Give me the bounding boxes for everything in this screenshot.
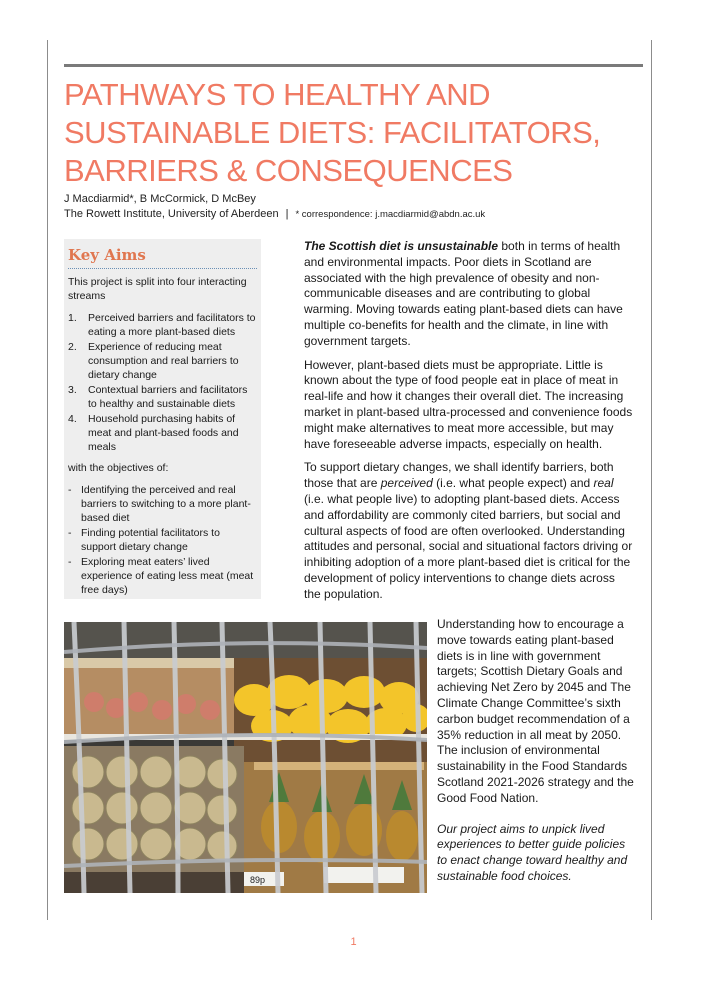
- authors: [64, 192, 256, 206]
- objective-text: Finding potential facilitators to support dietary change: [81, 527, 220, 553]
- stream-number: 1.: [68, 312, 77, 324]
- paragraph-project-aim: [437, 822, 637, 885]
- supermarket-photo: [64, 622, 427, 893]
- streams-list: [68, 311, 257, 454]
- key-aims-intro: This project is split into four interacting streams: [68, 276, 247, 302]
- objectives-intro: with the objectives of:: [68, 462, 169, 474]
- intro-emphasis: The Scottish diet is unsustainable: [304, 239, 499, 253]
- stream-item: [68, 383, 257, 411]
- objective-text: Exploring meat eaters’ lived experience of eating less meat (meat free days): [81, 556, 254, 596]
- side-body-text: [437, 617, 637, 900]
- correspondence: * correspondence: j.macdiarmid@abdn.ac.uk: [295, 209, 486, 220]
- barriers-text-b: (i.e. what people expect) and: [432, 476, 594, 491]
- paragraph-barriers: [304, 460, 634, 602]
- perceived-emphasis: perceived: [380, 476, 433, 491]
- barriers-text-a: To support dietary changes, we shall identify barriers, both those that are: [304, 460, 614, 491]
- paragraph-however: However, plant-based diets must be appropriate. Little is known about the type of food people eat in place of meat in real-life and how it changes their overall diet. The increasing market in plant-based ultra-processed and convenience foods might make alternatives to meat more accessible, but may have foreseeable adverse impacts, especially on health.: [304, 357, 633, 451]
- author-list: J Macdiarmid*, B McCormick, D McBey: [64, 193, 256, 205]
- stream-text: Contextual barriers and facilitators to healthy and sustainable diets: [88, 384, 248, 410]
- institution: The Rowett Institute, University of Aberdeen: [64, 208, 279, 220]
- affiliation-line: [64, 207, 485, 222]
- objective-item: - Exploring meat eaters’ lived experience of eating less meat (meat free days): [68, 556, 254, 596]
- stream-item: [68, 311, 257, 339]
- objective-item: - Finding potential facilitators to support dietary change: [68, 527, 220, 553]
- stream-number: 2.: [68, 341, 77, 353]
- barriers-text-c: (i.e. what people live) to adopting plant-based diets. Access and affordability are commonly cited barriers, but social and cultural aspects of food are often overlooked. Understanding attitudes and personal, social and situational factors driving or inhibiting adoption of a more plant-based diet is critical for the development of policy interventions to change diets across the population.: [304, 491, 633, 601]
- key-aims-heading: Key Aims: [68, 245, 257, 269]
- stream-number: 3.: [68, 384, 77, 396]
- objectives-list: [68, 483, 257, 597]
- real-emphasis: real: [593, 476, 614, 491]
- objective-text: Identifying the perceived and real barriers to switching to a more plant-based diet: [81, 484, 251, 524]
- right-margin-line: [651, 40, 652, 920]
- paragraph-intro: [304, 239, 634, 350]
- objective-item: - Identifying the perceived and real barriers to switching to a more plant-based diet: [68, 484, 251, 524]
- poster-title: PATHWAYS TO HEALTHY AND SUSTAINABLE DIETS: FACILITATORS, BARRIERS & CONSEQUENCES: [64, 77, 601, 188]
- stream-item: [68, 340, 257, 382]
- price-tag: 89p: [250, 875, 266, 885]
- top-rule: [64, 64, 643, 67]
- key-aims-box: [64, 239, 261, 599]
- stream-text: Experience of reducing meat consumption and real barriers to dietary change: [88, 341, 239, 381]
- stream-item: [68, 412, 257, 454]
- stream-text: Household purchasing habits of meat and plant-based foods and meals: [88, 413, 239, 453]
- intro-rest: both in terms of health and environmental impacts. Poor diets in Scotland are associated with the high prevalence of obesity and non-communicable diseases and are contributing to global warming. Moving towards eating plant-based diets can have multiple co-benefits for health and the climate, in line with government targets.: [304, 239, 623, 348]
- main-body-text: [304, 239, 634, 611]
- project-aim-emphasis: Our project aims to unpick lived experiences to better guide policies to enact change toward healthy and sustainable food choices.: [437, 821, 628, 883]
- separator: |: [285, 208, 289, 220]
- left-margin-line: [47, 40, 48, 920]
- stream-text: Perceived barriers and facilitators to eating a more plant-based diets: [88, 312, 256, 338]
- page-number: 1: [350, 936, 357, 948]
- paragraph-targets: Understanding how to encourage a move towards eating plant-based diets is in line with government targets; Scottish Dietary Goals and achieving Net Zero by 2045 and The Climate Change Committee’s sixth carbon budget recommendation of a 35% reduction in all meat by 2050. The inclusion of environmental sustainability in the Food Standards Scotland 2021-2026 strategy and the Good Food Nation.: [437, 617, 634, 805]
- stream-number: 4.: [68, 413, 77, 425]
